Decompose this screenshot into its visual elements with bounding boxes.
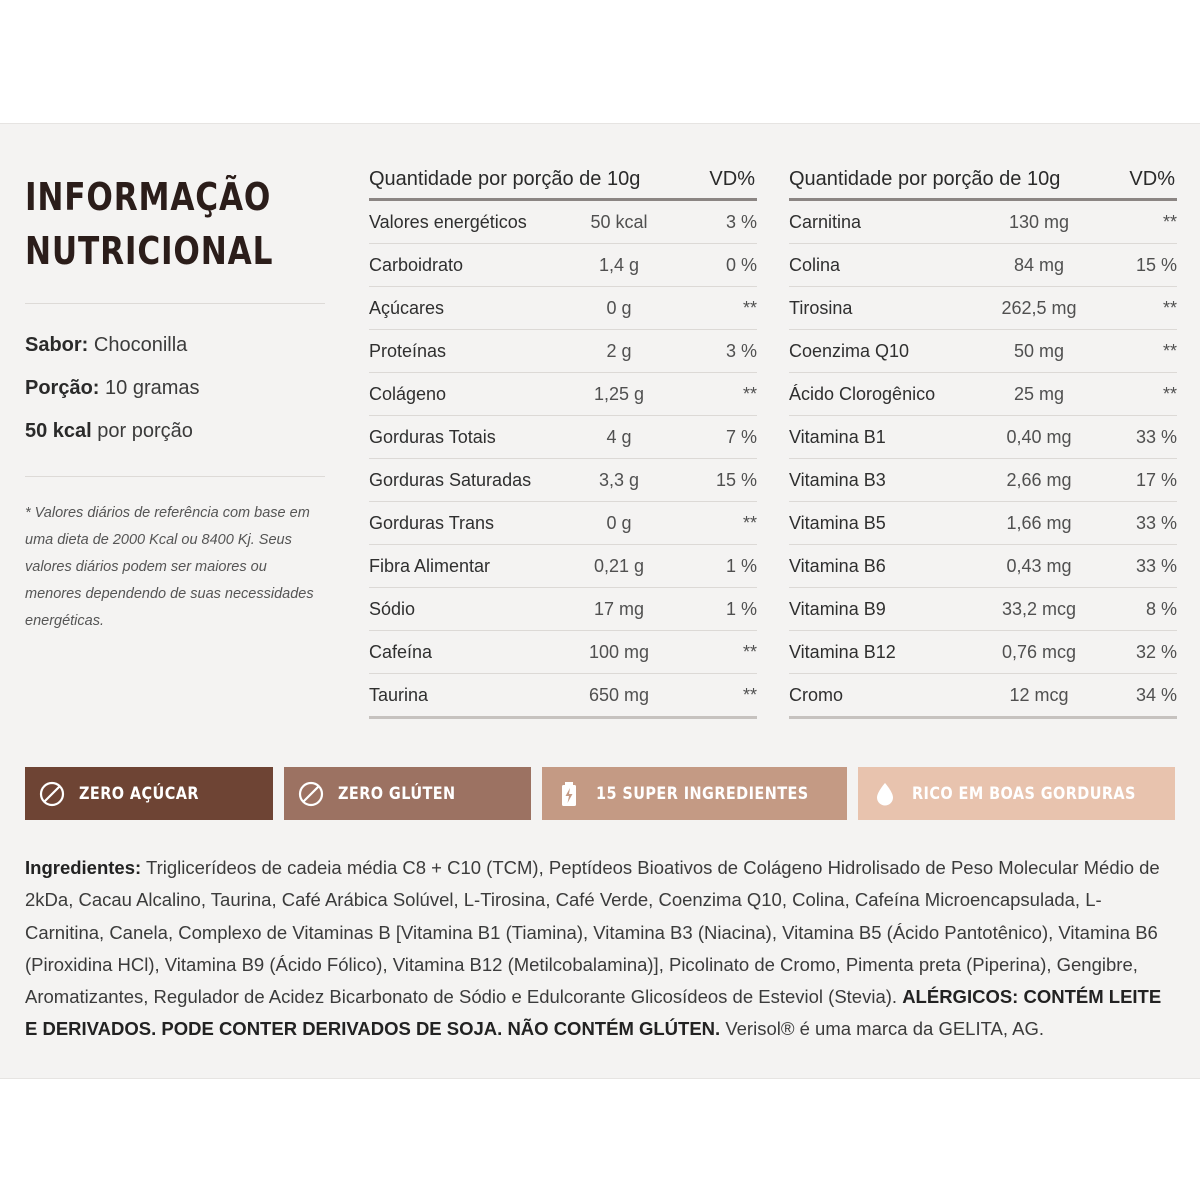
nutrient-name: Carboidrato <box>369 254 464 275</box>
ingredients-text <box>25 852 1175 1046</box>
nutrient-quantity: 0 g <box>606 297 632 318</box>
nutrient-daily-value: ** <box>1162 340 1177 361</box>
table-row <box>789 416 1177 459</box>
table-row <box>369 416 757 459</box>
portion-value: 10 gramas <box>99 377 200 399</box>
nutrient-name: Valores energéticos <box>369 211 527 232</box>
nutrient-quantity: 130 mg <box>1008 211 1070 232</box>
title-line-2: NUTRICIONAL <box>25 229 274 273</box>
divider <box>25 303 325 304</box>
header-vd: VD% <box>1129 167 1175 190</box>
nutrient-quantity: 3,3 g <box>598 469 640 490</box>
nutrient-name: Cromo <box>789 684 844 705</box>
nutrient-daily-value: ** <box>742 512 757 533</box>
nutrient-quantity: 100 mg <box>588 641 650 662</box>
badge-label: RICO EM BOAS GORDURAS <box>911 783 1136 804</box>
table-row <box>369 588 757 631</box>
table-row <box>369 459 757 502</box>
nutrient-name: Tirosina <box>789 297 853 318</box>
flavor-value: Choconilla <box>88 334 188 356</box>
table-header <box>369 160 757 201</box>
title-line-1: INFORMAÇÃO <box>25 175 272 219</box>
nutrient-daily-value: ** <box>1162 383 1177 404</box>
table-row <box>789 201 1177 244</box>
nutrient-daily-value: ** <box>742 297 757 318</box>
header-quantity: Quantidade por porção de 10g <box>369 167 641 190</box>
table-row <box>789 244 1177 287</box>
nutrient-name: Fibra Alimentar <box>369 555 491 576</box>
nutrient-quantity: 50 kcal <box>590 211 648 232</box>
badge-1 <box>25 767 273 820</box>
product-info <box>25 328 335 457</box>
table-row <box>369 545 757 588</box>
badge-label: 15 SUPER INGREDIENTES <box>596 783 810 804</box>
nutrient-name: Coenzima Q10 <box>789 340 910 361</box>
table-row <box>789 631 1177 674</box>
nutrient-quantity: 25 mg <box>1013 383 1065 404</box>
nutrient-daily-value: 33 % <box>1135 426 1177 447</box>
nutrient-quantity: 0,43 mg <box>1006 555 1072 576</box>
badge-3 <box>542 767 846 820</box>
nutrient-daily-value: ** <box>742 383 757 404</box>
flavor-label: Sabor: <box>25 334 89 356</box>
nutrient-daily-value: 1 % <box>725 598 757 619</box>
flavor-row <box>25 328 335 371</box>
nutrient-daily-value: 33 % <box>1135 555 1177 576</box>
nutrient-name: Proteínas <box>369 340 447 361</box>
nutrient-quantity: 1,66 mg <box>1006 512 1072 533</box>
nutrient-quantity: 50 mg <box>1013 340 1065 361</box>
nutrient-name: Colágeno <box>369 383 447 404</box>
nutrient-quantity: 2 g <box>606 340 632 361</box>
nutrient-quantity: 0,40 mg <box>1006 426 1072 447</box>
nutrient-daily-value: 0 % <box>725 254 757 275</box>
nutrient-name: Colina <box>789 254 841 275</box>
nutrient-quantity: 4 g <box>606 426 632 447</box>
ingredients-label: Ingredientes: <box>25 857 142 878</box>
nutrient-name: Sódio <box>369 598 416 619</box>
nutrient-daily-value: ** <box>1162 211 1177 232</box>
kcal-label: 50 kcal <box>25 420 92 442</box>
nutrient-name: Vitamina B12 <box>789 641 896 662</box>
battery-icon <box>556 781 582 807</box>
nutrient-daily-value: 34 % <box>1135 684 1177 705</box>
badge-label: ZERO GLÚTEN <box>337 783 456 804</box>
nutrient-daily-value: 7 % <box>725 426 757 447</box>
table-header <box>789 160 1177 201</box>
nutrient-quantity: 1,25 g <box>593 383 645 404</box>
nutrient-quantity: 2,66 mg <box>1006 469 1072 490</box>
nutrient-daily-value: ** <box>1162 297 1177 318</box>
nutrient-quantity: 0,76 mcg <box>1001 641 1077 662</box>
badge-2 <box>284 767 532 820</box>
allergens-warning: ALÉRGICOS: CONTÉM LEITE E DERIVADOS. PODE CONTER DERIVADOS DE SOJA. NÃO CONTÉM GLÚTEN. <box>25 986 1162 1040</box>
nutrient-daily-value: ** <box>742 641 757 662</box>
nutrient-name: Vitamina B1 <box>789 426 886 447</box>
nutrient-name: Açúcares <box>369 297 445 318</box>
kcal-row <box>25 414 335 457</box>
nutrient-name: Carnitina <box>789 211 862 232</box>
table-row <box>369 201 757 244</box>
nutrient-name: Gorduras Saturadas <box>369 469 532 490</box>
table-row <box>789 330 1177 373</box>
nutrient-name: Cafeína <box>369 641 433 662</box>
nutrient-quantity: 0,21 g <box>593 555 645 576</box>
feature-badges <box>25 767 1175 820</box>
nutrient-daily-value: 32 % <box>1135 641 1177 662</box>
ingredients-list: Triglicerídeos de cadeia média C8 + C10 (TCM), Peptídeos Bioativos de Colágeno Hidrolisado de Peso Molecular Médio de 2kDa, Cacau Alcalino, Taurina, Café Arábica Solúvel, L-Tirosina, Café Verde, Coenzima Q10, Colina, Cafeína Microencapsulada, L-Carnitina, Canela, Complexo de Vitaminas B [Vitamina B1 (Tiamina), Vitamina B3 (Niacina), Vitamina B5 (Ácido Pantotênico), Vitamina B6 (Piroxidina HCl), Vitamina B9 (Ácido Fólico), Vitamina B12 (Metilcobalamina)], Picolinato de Cromo, Pimenta preta (Piperina), Gengibre, Aromatizantes, Regulador de Acidez Bicarbonato de Sódio e Edulcorante Glicosídeos de Esteviol (Stevia). <box>25 857 1160 1008</box>
nutrient-name: Vitamina B5 <box>789 512 886 533</box>
nutrient-name: Gorduras Totais <box>369 426 496 447</box>
nutrient-daily-value: 15 % <box>1135 254 1177 275</box>
nutrient-quantity: 33,2 mcg <box>1001 598 1077 619</box>
nutrient-quantity: 17 mg <box>593 598 645 619</box>
no-symbol-icon <box>39 781 65 807</box>
table-row <box>369 502 757 545</box>
nutrient-quantity: 84 mg <box>1013 254 1065 275</box>
table-row <box>369 631 757 674</box>
nutrient-quantity: 262,5 mg <box>1001 297 1077 318</box>
nutrient-daily-value: 15 % <box>715 469 757 490</box>
table-row <box>369 287 757 330</box>
table-row <box>369 373 757 416</box>
nutrient-name: Vitamina B6 <box>789 555 886 576</box>
nutrition-table-left <box>369 160 757 719</box>
badge-label: ZERO AÇÚCAR <box>79 783 199 804</box>
table-row <box>369 674 757 719</box>
nutrition-table-right <box>789 160 1177 719</box>
no-symbol-icon <box>298 781 324 807</box>
nutrient-daily-value: 3 % <box>725 340 757 361</box>
trademark-note: Verisol® é uma marca da GELITA, AG. <box>720 1018 1044 1040</box>
header-vd: VD% <box>709 167 755 190</box>
daily-value-note: * Valores diários de referência com base em uma dieta de 2000 Kcal ou 8400 Kj. Seus valores diários podem ser maiores ou menores dependendo de suas necessidades energéticas. <box>25 505 314 629</box>
nutrient-daily-value: 3 % <box>725 211 757 232</box>
header-quantity: Quantidade por porção de 10g <box>789 167 1061 190</box>
badge-4 <box>858 767 1175 820</box>
table-row <box>789 373 1177 416</box>
divider <box>25 476 325 477</box>
table-row <box>789 502 1177 545</box>
nutrient-quantity: 650 mg <box>588 684 650 705</box>
nutrient-quantity: 1,4 g <box>598 254 640 275</box>
nutrient-name: Vitamina B3 <box>789 469 886 490</box>
nutrient-name: Vitamina B9 <box>789 598 886 619</box>
page-title <box>25 170 274 278</box>
portion-row <box>25 371 335 414</box>
table-row <box>369 330 757 373</box>
table-row <box>369 244 757 287</box>
drop-icon <box>872 781 898 807</box>
nutrient-daily-value: 8 % <box>1145 598 1177 619</box>
nutrient-daily-value: 1 % <box>725 555 757 576</box>
table-row <box>789 588 1177 631</box>
nutrient-quantity: 0 g <box>606 512 632 533</box>
nutrient-name: Ácido Clorogênico <box>789 383 936 404</box>
table-row <box>789 674 1177 719</box>
nutrient-daily-value: ** <box>742 684 757 705</box>
table-row <box>789 287 1177 330</box>
nutrient-name: Taurina <box>369 684 429 705</box>
table-row <box>789 545 1177 588</box>
nutrient-daily-value: 33 % <box>1135 512 1177 533</box>
portion-label: Porção: <box>25 377 100 399</box>
nutrient-daily-value: 17 % <box>1135 469 1177 490</box>
table-row <box>789 459 1177 502</box>
kcal-value: por porção <box>91 420 193 442</box>
nutrient-quantity: 12 mcg <box>1009 684 1069 705</box>
nutrient-name: Gorduras Trans <box>369 512 495 533</box>
